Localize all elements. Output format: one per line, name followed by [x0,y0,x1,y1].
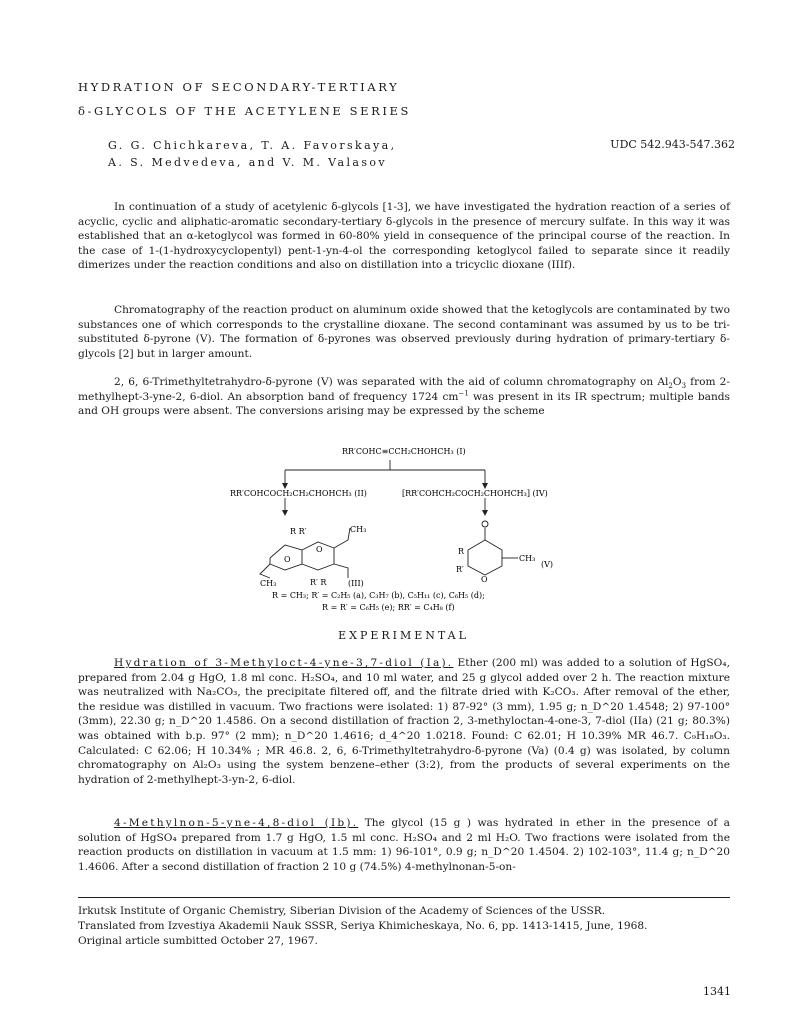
scheme-label-iii: (III) [348,579,364,588]
p3-text-d: was present in its IR spectrum; multiple bands and OH groups were absent. The conversions arising may be expressed by the scheme [78,390,730,418]
page-number: 1341 [703,985,731,998]
authors [108,137,397,171]
scheme-r-rprime: R R′ [290,527,307,536]
experiment-2-text: The glycol (15 g ) was hydrated in ether in the presence of a solution of HgSO₄ prepared from 1.7 g HgO, 1.5 ml conc. H₂SO₄ and 2 ml H₂O. Two fractions were isolated from the reaction products on distillation in vacuum at 1.5 mm: 1) 96-101°, 0.9 g; n_D^20 1.4504. 2) 102-103°, 11.4 g; n_D^20 1.4606. After a second distillation of fraction 2 10 g (74.5%) 4-methylnonan-5-on- [78,817,730,873]
scheme-legend-2: R = R′ = C₆H₅ (e); RR′ = C₄H₈ (f) [322,603,455,612]
experiment-1-heading: Hydration of 3-Methyloct-4-yne-3,7-diol (Ia). [114,657,454,669]
pyrone-paragraph [78,375,730,419]
scheme-ch3-pyrone: CH₃ [519,554,536,563]
udc-code: UDC 542.943-547.362 [610,138,735,151]
intro-paragraph: In continuation of a study of acetylenic δ-glycols [1-3], we have investigated the hydration reaction of a series of acyclic, cyclic and aliphatic-aromatic secondary-tertiary δ-glycols in the presence of mercury sulfate. In this way it was established that an α-ketoglycol was formed in 60-80% yield in consequence of the principal course of the reaction. In the case of 1-(1-hydroxycyclopentyl) pent-1-yn-4-ol the corresponding ketoglycol failed to separate since it readily dimerizes under the reaction conditions and also on distillation into a tricyclic dioxane (IIIf). [78,201,730,272]
scheme-o-ring: O [481,575,488,584]
experiment-2 [78,816,730,874]
experiment-2-heading: 4-Methylnon-5-yne-4,8-diol (Ib). [114,817,359,829]
p3-text-a: 2, 6, 6-Trimethyltetrahydro-δ-pyrone (V) was separated with the aid of column chromatography on Al [114,376,669,388]
scheme-o-2: O [316,545,323,554]
scheme-compound-iv: [RR′COHCH₂COCH₂CHOHCH₃] (IV) [402,489,548,498]
p3-sup: −1 [458,389,469,398]
scheme-label-v: (V) [541,560,554,569]
p3-sub-2: 3 [681,382,687,391]
scheme-ch3-bottom: CH₃ [260,579,277,588]
scheme-rprime-r: R′ R [310,578,327,587]
footnote-line-3: Original article sumbitted October 27, 1967. [78,935,318,947]
scheme-compound-ii: RR′COHCOCH₂CH₂CHOHCH₃ (II) [230,489,367,498]
scheme-o-1: O [284,555,291,564]
scheme-compound-i: RR′COHC≡CCH₂CHOHCH₃ (I) [342,447,466,456]
article-title-line-2: δ-GLYCOLS OF THE ACETYLENE SERIES [78,104,411,118]
p3-sub-1: 2 [668,382,673,391]
p3-text-b: O [672,376,682,388]
scheme-ch3-top: CH₃ [350,525,367,534]
experiment-1-text: Ether (200 ml) was added to a solution of HgSO₄, prepared from 2.04 g HgO, 1.8 ml conc. H₂SO₄, and 10 ml water, and 25 g glycol added over 2 h. The reaction mixture was neutralized with Na₂CO₃, the precipitate filtered off, and the filtrate dried with K₂CO₃. After removal of the ether, the residue was distilled in vacuum. Two fractions were isolated: 1) 87-92° (3 mm), 1.95 g; n_D^20 1.4548; 2) 97-100° (3mm), 22.30 g; n_D^20 1.4586. On a second distillation of fraction 2, 3-methyloctan-4-one-3, 7-diol (IIa) (21 g; 80.3%) was obtained with b.p. 97° (2 mm); n_D^20 1.4616; d_4^20 1.0218. Found: C 62.01; H 10.39% MR 46.7. C₉H₁₈O₃. Calculated: C 62.06; H 10.34% ; MR 46.8. 2, 6, 6-Trimethyltetrahydro-δ-pyrone (Va) (0.4 g) was isolated, by column chromatography on Al₂O₃ using the system benzene–ether (3:2), from the products of several experiments on the hydration of 2-methylhept-3-yn-2, 6-diol. [78,657,730,786]
scheme-rprime: R′ [456,565,464,574]
footnote-line-2: Translated from Izvestiya Akademii Nauk SSSR, Seriya Khimicheskaya, No. 6, pp. 1413-1415, June, 1968. [78,920,648,932]
reaction-scheme [230,440,570,615]
scheme-legend-1: R = CH₃; R′ = C₂H₅ (a), C₃H₇ (b), C₅H₁₁ (c), C₆H₅ (d); [272,591,485,600]
footnote-rule [78,897,730,898]
experiment-1 [78,656,730,787]
chromatography-paragraph: Chromatography of the reaction product on aluminum oxide showed that the ketoglycols are contaminated by two substances one of which corresponds to the crystalline dioxane. The second contaminant was assumed by us to be tri-substituted δ-pyrone (V). The formation of δ-pyrones was observed previously during hydration of primary-tertiary δ-glycols [2] but in larger amount. [78,304,730,360]
footnote-line-1: Irkutsk Institute of Organic Chemistry, Siberian Division of the Academy of Sciences of the USSR. [78,905,606,917]
experimental-heading: EXPERIMENTAL [338,629,469,642]
footnote [78,904,738,949]
authors-line-1: G. G. Chichkareva, T. A. Favorskaya, [108,139,397,152]
pyrone-structure [468,528,518,575]
carbonyl-oxygen [482,521,488,527]
p3-text-c: from 2-methylhept-3-yne-2, 6-diol. An absorption band of frequency 1724 cm [78,376,730,403]
authors-line-2: A. S. Medvedeva, and V. M. Valasov [108,156,388,169]
scheme-r: R [458,547,465,556]
article-title-line-1: HYDRATION OF SECONDARY-TERTIARY [78,80,400,94]
